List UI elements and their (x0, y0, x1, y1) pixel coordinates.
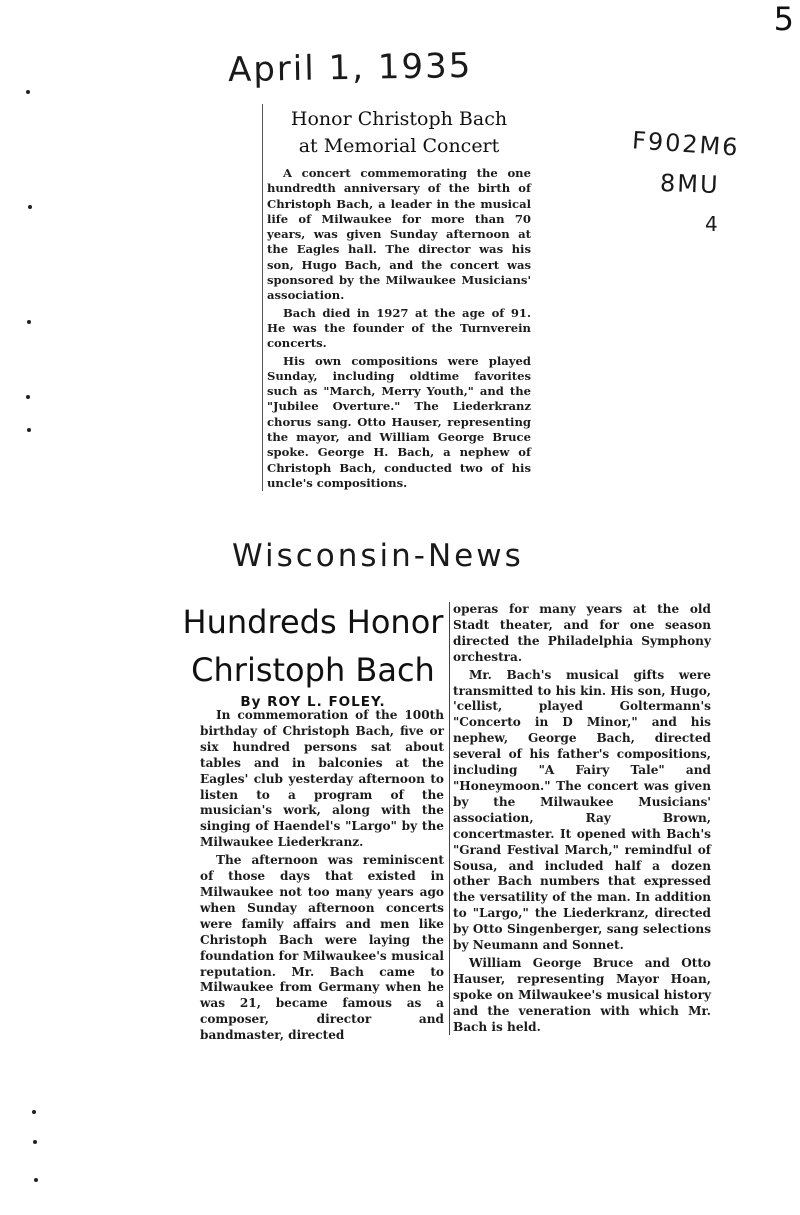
article1-paragraph-1: A concert commemorating the one hundredth anniversary of the birth of Christoph Bach, a leader in the musical life of Milwaukee for more than 70 years, was given Sunday afternoon at the Eagles hall. The director was his son, Hugo Bach, and the concert was sponsored by the Milwaukee Musicians' association. (267, 166, 531, 303)
article2-col1-paragraph-1: In commemoration of the 100th birthday of Christoph Bach, five or six hundred persons sat about tables and in balconies at the Eagles' club yesterday afternoon to listen to a program of the musician's work, along with the singing of Haendel's "Largo" by the Milwaukee Liederkranz. (200, 708, 444, 850)
page-number: 5 (773, 0, 794, 38)
article2-col2-paragraph-1: operas for many years at the old Stadt theater, and for one season directed the Philadelphia Symphony orchestra. (453, 602, 711, 664)
binder-hole-5 (27, 428, 31, 432)
binder-hole-2 (28, 205, 32, 209)
article1-paragraph-3: His own compositions were played Sunday, including oldtime favorites such as "March, Merry Youth," and the "Jubilee Overture." The Liederkranz chorus sang. Otto Hauser, representing the mayor, and William George Bruce spoke. George H. Bach, a nephew of Christoph Bach, conducted two of his uncle's compositions. (267, 353, 531, 490)
article2-headline-line2: Christoph Bach (191, 651, 435, 689)
handwritten-ref-number: 4 (705, 212, 720, 236)
article2-col2-paragraph-3: William George Bruce and Otto Hauser, representing Mayor Hoan, spoke on Milwaukee's musical history and the veneration with which Mr. Bach is held. (453, 955, 711, 1034)
article1-paragraph-2: Bach died in 1927 at the age of 91. He was the founder of the Turnverein concerts. (267, 305, 531, 351)
handwritten-newspaper-name: Wisconsin-News (232, 538, 524, 574)
article1-headline-line1: Honor Christoph Bach (290, 108, 508, 130)
article2-col2-paragraph-2: Mr. Bach's musical gifts were transmitted to his kin. His son, Hugo, 'cellist, played Goltermann's "Concerto in D Minor," and his nephew, George Bach, directed several of his father's compositions, including "A Fairy Tale" and "Honeymoon." The concert was given by the Milwaukee Musicians' association, Ray Brown, concertmaster. It opened with Bach's "Grand Festival March," remindful of Sousa, and included half a dozen other Bach numbers that expressed the versatility of the man. In addition to "Largo," the Liederkranz, directed by Otto Singenberger, sang selections by Neumann and Sonnet. (453, 667, 711, 953)
article2-column-1 (200, 708, 444, 1044)
article2-col1-paragraph-2: The afternoon was reminiscent of those days that existed in Milwaukee not too many years ago when Sunday afternoon concerts were family affairs and men like Christoph Bach were laying the foundation for Milwaukee's musical reputation. Mr. Bach came to Milwaukee from Germany when he was 21, became famous as a composer, director and bandmaster, directed (200, 853, 444, 1043)
clipping-memorial-concert (262, 104, 531, 491)
binder-hole-3 (27, 320, 31, 324)
handwritten-ref-short: 8MU (659, 168, 721, 200)
handwritten-ref-code: F902M6 (631, 126, 741, 162)
binder-hole-8 (34, 1178, 38, 1182)
article1-headline (267, 106, 531, 160)
article2-headline-line1: Hundreds Honor (182, 603, 444, 641)
article2-header (182, 598, 444, 714)
binder-hole-4 (26, 395, 30, 399)
binder-hole-7 (33, 1140, 37, 1144)
article1-headline-line2: at Memorial Concert (298, 135, 500, 157)
binder-hole-6 (32, 1110, 36, 1114)
handwritten-date: April 1, 1935 (227, 45, 473, 91)
article2-byline: By ROY L. FOLEY. (240, 694, 386, 710)
binder-hole-1 (26, 90, 30, 94)
article2-column-2 (449, 602, 711, 1035)
